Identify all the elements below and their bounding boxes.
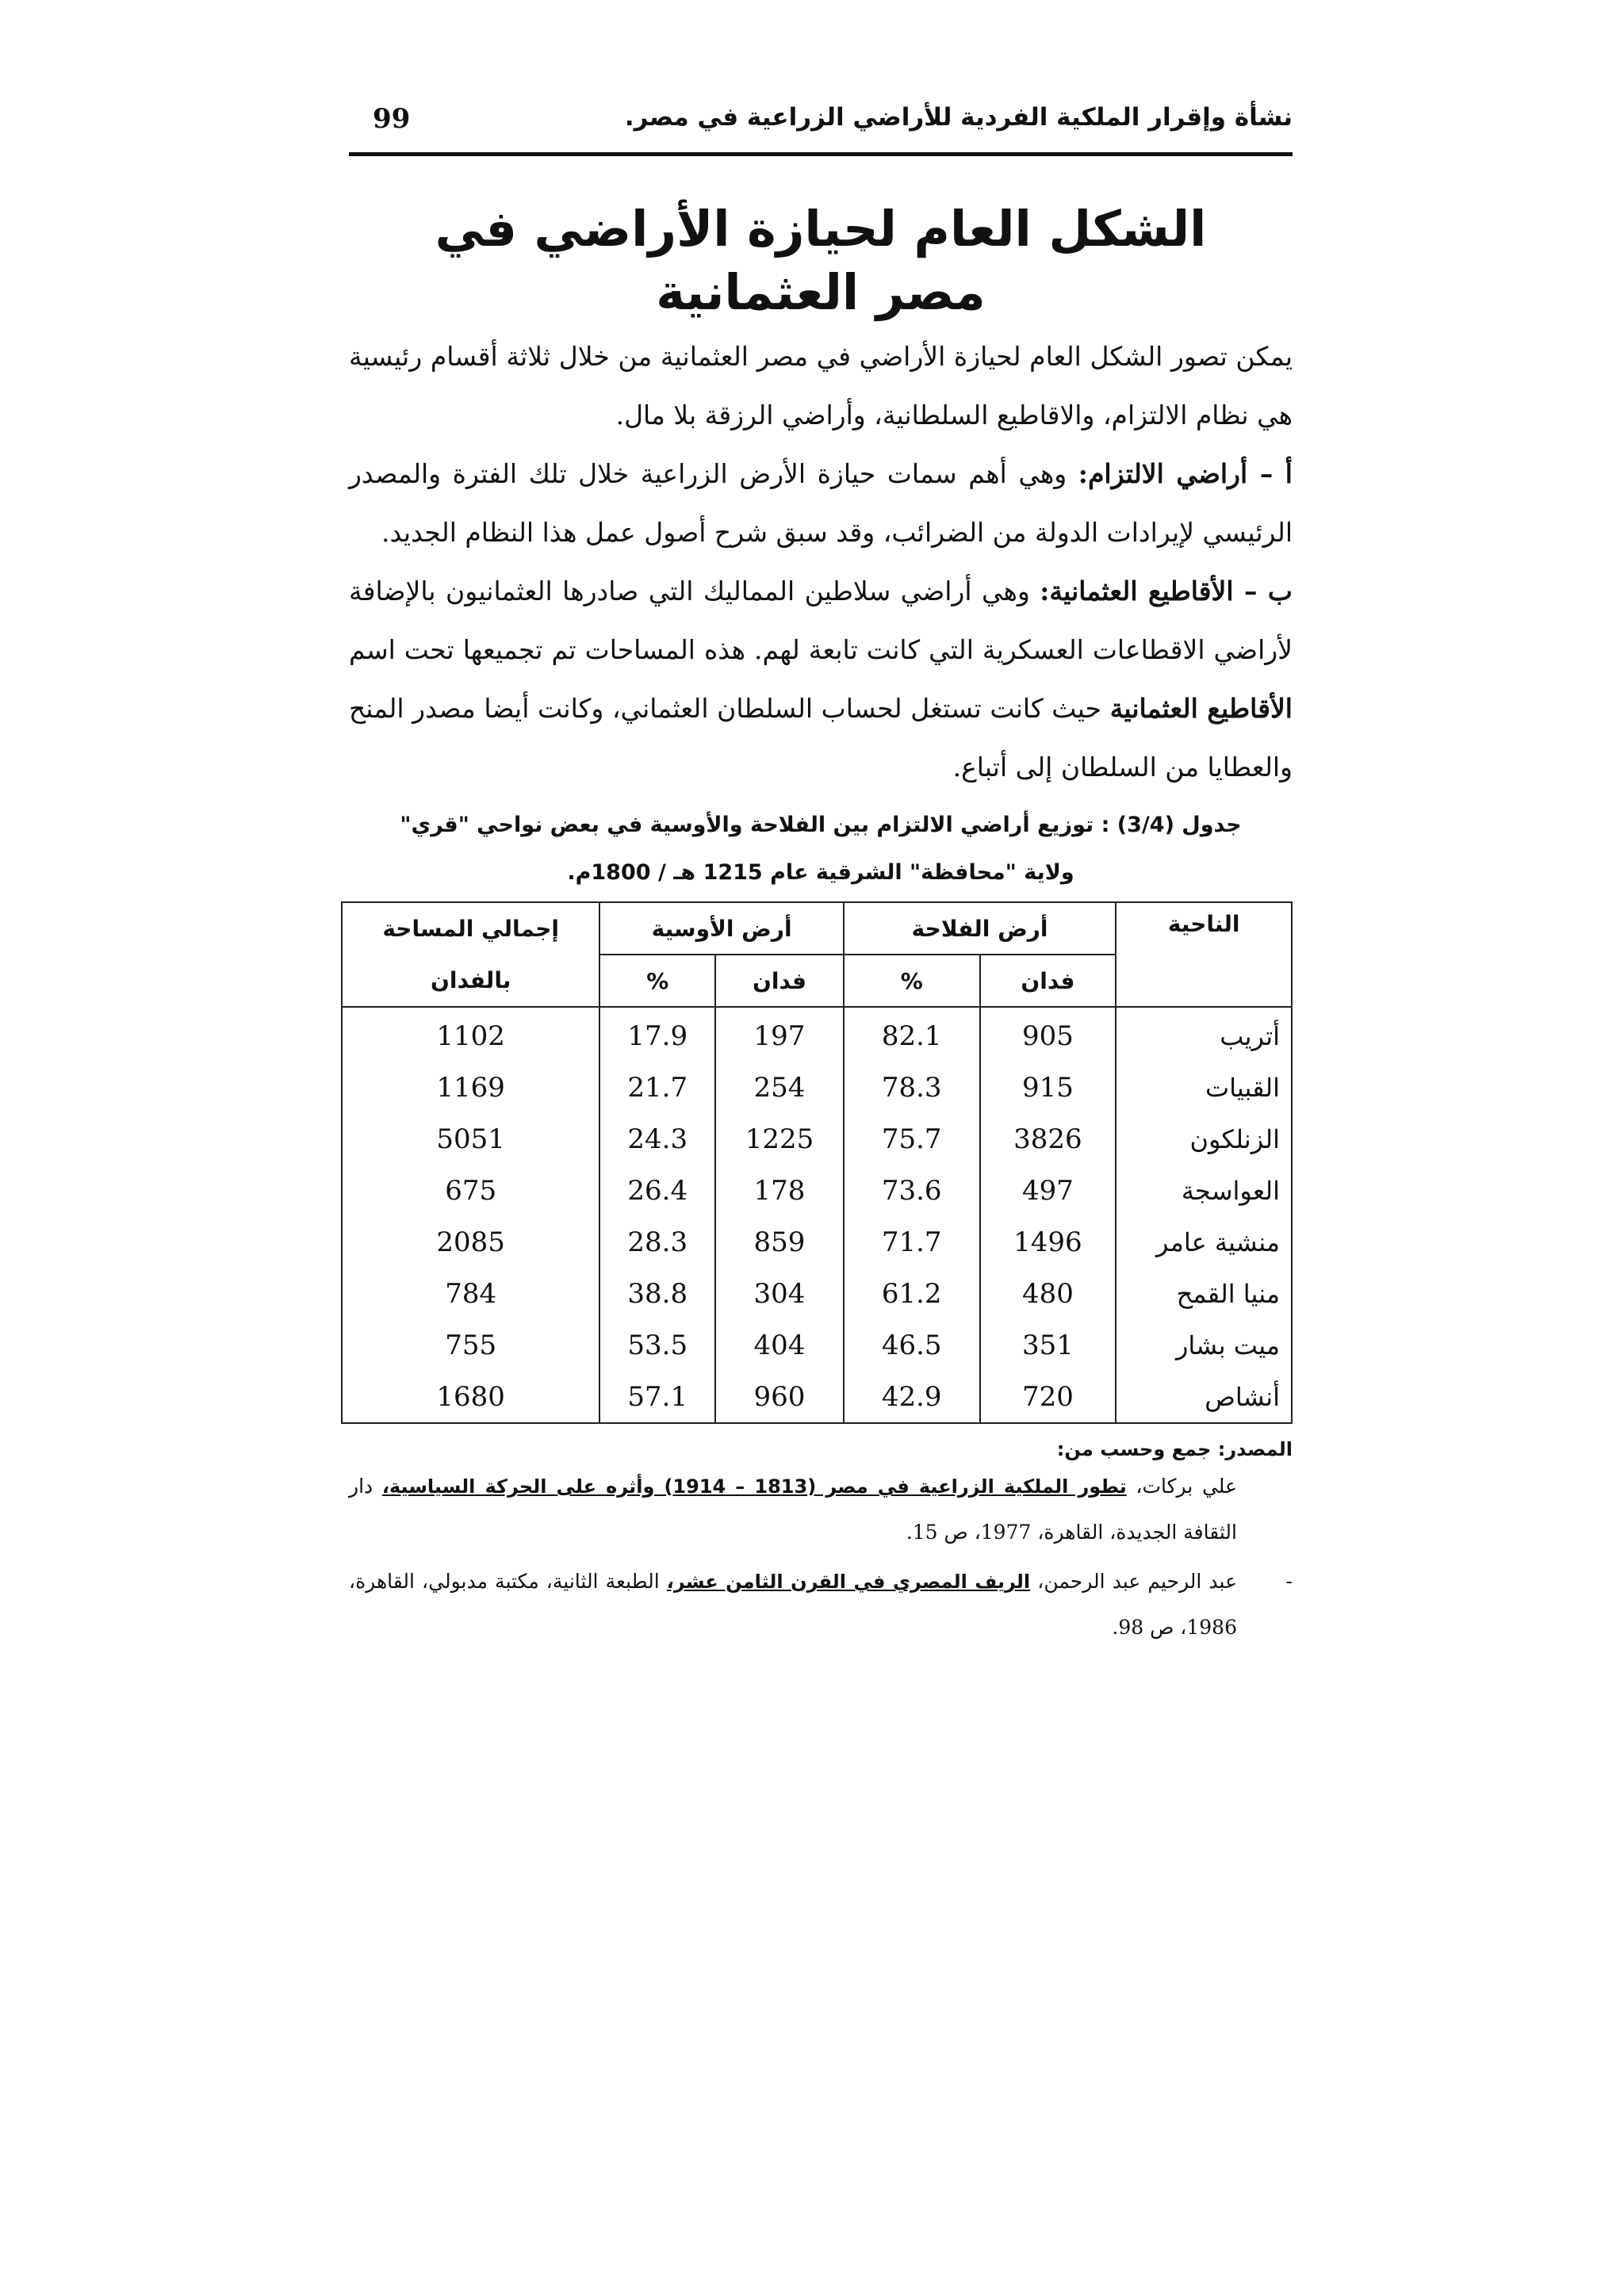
col-header-fallaha-percent: % (844, 955, 980, 1007)
awsiya-percent-cell: 26.4 (599, 1165, 715, 1216)
col-header-total: إجمالي المساحة (342, 902, 599, 955)
awsiya-feddan-cell: 178 (715, 1165, 844, 1216)
table-row (342, 1319, 1292, 1371)
reference-bullet: - (1285, 1570, 1293, 1593)
running-header (349, 95, 1293, 156)
table-caption (349, 802, 1293, 897)
item-b-text-1: وهي أراضي سلاطين المماليك التي صادرها العثمانيون بالإضافة لأراضي الاقطاعات العسكرية التي كانت تابعة لهم. هذه المساحات تم تجميعها تحت اسم (349, 576, 1293, 665)
source-reference-1 (349, 1464, 1293, 1556)
fallaha-feddan-cell: 720 (980, 1371, 1116, 1423)
table-row (342, 1216, 1292, 1268)
total-cell: 1169 (342, 1062, 599, 1113)
reference-details: دار الثقافة الجديدة، القاهرة، 1977، ص 15. (349, 1475, 1237, 1544)
reference-title: الريف المصري في القرن الثامن عشر، (666, 1571, 1031, 1593)
section-title: الشكل العام لحيازة الأراضي في مصر العثمانية (435, 200, 1207, 321)
village-cell: القبيات (1116, 1062, 1292, 1113)
fallaha-percent-cell: 71.7 (844, 1216, 980, 1268)
table-row (342, 1062, 1292, 1113)
awsiya-percent-cell: 38.8 (599, 1268, 715, 1319)
page-number: 99 (373, 103, 411, 135)
item-a-text: وهي أهم سمات حيازة الأرض الزراعية خلال تلك الفترة والمصدر الرئيسي لإيرادات الدولة من الضرائب، وقد سبق شرح أصول عمل هذا النظام الجديد. (349, 458, 1293, 548)
table-row (342, 1268, 1292, 1319)
item-b-text-2: حيث كانت تستغل لحساب السلطان العثماني، وكانت أيضا مصدر المنح والعطايا من السلطان إلى أتباع. (349, 693, 1293, 783)
awsiya-percent-cell: 24.3 (599, 1113, 715, 1165)
table-row (342, 1165, 1292, 1216)
village-cell: العواسجة (1116, 1165, 1292, 1216)
awsiya-percent-cell: 21.7 (599, 1062, 715, 1113)
table-row (342, 1113, 1292, 1165)
awsiya-percent-cell: 57.1 (599, 1371, 715, 1423)
village-cell: أنشاص (1116, 1371, 1292, 1423)
table-body (342, 1007, 1292, 1423)
document-page (349, 95, 1293, 1651)
village-cell: منيا القمح (1116, 1268, 1292, 1319)
source-reference-2 (349, 1559, 1293, 1651)
reference-author: علي بركات، (1136, 1475, 1237, 1498)
col-header-fallaha-feddan: فدان (980, 955, 1116, 1007)
fallaha-feddan-cell: 1496 (980, 1216, 1116, 1268)
reference-details: الطبعة الثانية، مكتبة مدبولي، القاهرة، 1986، ص 98. (349, 1570, 1237, 1639)
village-cell: الزنلكون (1116, 1113, 1292, 1165)
running-header-title: نشأة وإقرار الملكية الفردية للأراضي الزراعية في مصر. (624, 103, 1293, 132)
source-heading: المصدر: جمع وحسب من: (1056, 1438, 1293, 1460)
item-b-label: ب – الأقاطيع العثمانية: (1040, 576, 1293, 607)
table-row (342, 1007, 1292, 1062)
fallaha-percent-cell: 75.7 (844, 1113, 980, 1165)
col-header-fallaha: أرض الفلاحة (844, 902, 1116, 955)
fallaha-percent-cell: 82.1 (844, 1007, 980, 1062)
land-distribution-table (341, 901, 1293, 1424)
table-row (342, 1371, 1292, 1423)
table-caption-line-2: ولاية "محافظة" الشرقية عام 1215 هـ / 1800م. (567, 860, 1074, 885)
col-header-awsiya-feddan: فدان (715, 955, 844, 1007)
total-cell: 2085 (342, 1216, 599, 1268)
awsiya-feddan-cell: 960 (715, 1371, 844, 1423)
reference-title: تطور الملكية الزراعية في مصر (1813 – 1914) وأثره على الحركة السياسية، (381, 1475, 1127, 1498)
awsiya-feddan-cell: 859 (715, 1216, 844, 1268)
awsiya-feddan-cell: 1225 (715, 1113, 844, 1165)
col-header-total-unit: بالفدان (342, 955, 599, 1007)
fallaha-percent-cell: 73.6 (844, 1165, 980, 1216)
fallaha-feddan-cell: 480 (980, 1268, 1116, 1319)
total-cell: 675 (342, 1165, 599, 1216)
reference-author: عبد الرحيم عبد الرحمن، (1037, 1570, 1238, 1593)
item-a-paragraph (349, 445, 1293, 562)
village-cell: ميت بشار (1116, 1319, 1292, 1371)
item-b-paragraph (349, 562, 1293, 797)
village-cell: منشية عامر (1116, 1216, 1292, 1268)
awsiya-feddan-cell: 197 (715, 1007, 844, 1062)
total-cell: 755 (342, 1319, 599, 1371)
fallaha-percent-cell: 46.5 (844, 1319, 980, 1371)
table-caption-line-1: جدول (3/4) : توزيع أراضي الالتزام بين الفلاحة والأوسية في بعض نواحي "قري" (400, 813, 1242, 837)
col-header-village: الناحية (1116, 902, 1292, 1007)
body-text (349, 327, 1293, 797)
awsiya-feddan-cell: 404 (715, 1319, 844, 1371)
total-cell: 1102 (342, 1007, 599, 1062)
total-cell: 1680 (342, 1371, 599, 1423)
village-cell: أتريب (1116, 1007, 1292, 1062)
col-header-awsiya: أرض الأوسية (599, 902, 844, 955)
fallaha-feddan-cell: 905 (980, 1007, 1116, 1062)
fallaha-percent-cell: 42.9 (844, 1371, 980, 1423)
item-a-label: أ – أراضي الالتزام: (1078, 458, 1293, 489)
awsiya-feddan-cell: 254 (715, 1062, 844, 1113)
fallaha-feddan-cell: 497 (980, 1165, 1116, 1216)
awsiya-percent-cell: 53.5 (599, 1319, 715, 1371)
awsiya-feddan-cell: 304 (715, 1268, 844, 1319)
fallaha-percent-cell: 78.3 (844, 1062, 980, 1113)
item-b-term: الأقاطيع العثمانية (1109, 693, 1293, 724)
awsiya-percent-cell: 17.9 (599, 1007, 715, 1062)
fallaha-feddan-cell: 3826 (980, 1113, 1116, 1165)
col-header-awsiya-percent: % (599, 955, 715, 1007)
intro-paragraph: يمكن تصور الشكل العام لحيازة الأراضي في مصر العثمانية من خلال ثلاثة أقسام رئيسية هي نظام الالتزام، والاقاطيع السلطانية، وأراضي الرزقة بلا مال. (349, 341, 1293, 430)
total-cell: 5051 (342, 1113, 599, 1165)
fallaha-feddan-cell: 915 (980, 1062, 1116, 1113)
total-cell: 784 (342, 1268, 599, 1319)
awsiya-percent-cell: 28.3 (599, 1216, 715, 1268)
fallaha-percent-cell: 61.2 (844, 1268, 980, 1319)
fallaha-feddan-cell: 351 (980, 1319, 1116, 1371)
